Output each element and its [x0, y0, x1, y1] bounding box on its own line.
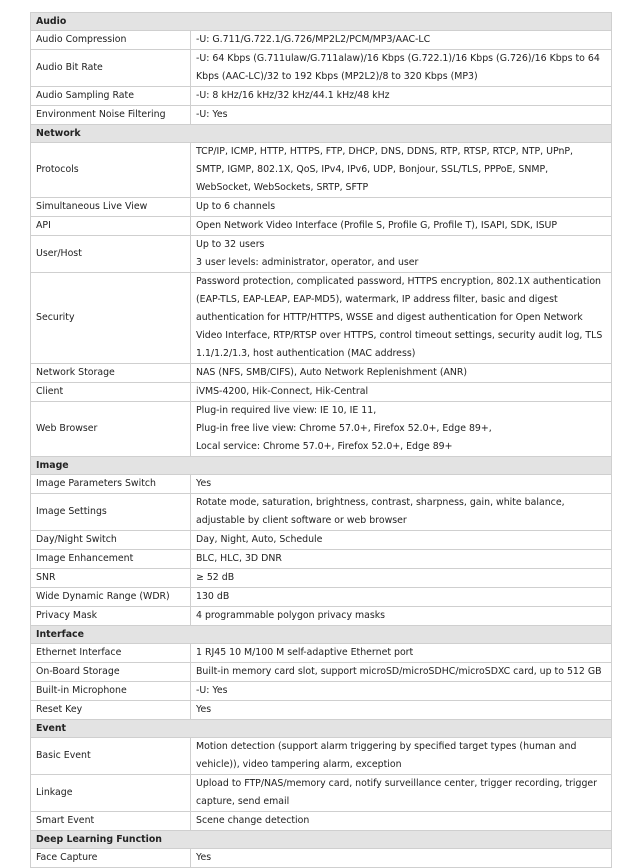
spec-row-image-settings — [31, 494, 612, 531]
spec-value-line: ≥ 52 dB — [196, 572, 235, 583]
spec-row-user-host — [31, 236, 612, 273]
spec-label: Security — [31, 273, 191, 364]
spec-value — [191, 701, 612, 720]
spec-row-protocols — [31, 143, 612, 198]
spec-value — [191, 402, 612, 457]
spec-table — [30, 12, 612, 868]
spec-row-web-browser — [31, 402, 612, 457]
spec-label: Image Enhancement — [31, 550, 191, 569]
spec-label: Client — [31, 383, 191, 402]
spec-row-audio-sampling-rate — [31, 87, 612, 106]
spec-value — [191, 644, 612, 663]
spec-value — [191, 849, 612, 868]
spec-row-security — [31, 273, 612, 364]
spec-value — [191, 475, 612, 494]
spec-value-line: Password protection, complicated password, HTTPS encryption, 802.1X authentication — [196, 276, 601, 287]
spec-value-line: 1 RJ45 10 M/100 M self-adaptive Ethernet port — [196, 647, 414, 658]
spec-value — [191, 682, 612, 701]
section-title: Event — [31, 720, 612, 738]
spec-row-built-in-microphone — [31, 682, 612, 701]
spec-row-face-capture — [31, 849, 612, 868]
spec-value-line: Up to 6 channels — [196, 201, 276, 212]
spec-row-ethernet-interface — [31, 644, 612, 663]
spec-row-reset-key — [31, 701, 612, 720]
spec-value — [191, 550, 612, 569]
spec-value-line: -U: 8 kHz/16 kHz/32 kHz/44.1 kHz/48 kHz — [196, 90, 390, 101]
spec-value — [191, 50, 612, 87]
spec-value — [191, 812, 612, 831]
section-title: Image — [31, 457, 612, 475]
spec-value-line: 4 programmable polygon privacy masks — [196, 610, 386, 621]
spec-row-privacy-mask — [31, 607, 612, 626]
spec-value-line: NAS (NFS, SMB/CIFS), Auto Network Replenishment (ANR) — [196, 367, 468, 378]
spec-value-line: (EAP-TLS, EAP-LEAP, EAP-MD5), watermark, IP address filter, basic and digest — [196, 294, 558, 305]
spec-value-line: Day, Night, Auto, Schedule — [196, 534, 323, 545]
spec-value-line: 130 dB — [196, 591, 230, 602]
spec-value-line: Motion detection (support alarm triggering by specified target types (human and — [196, 741, 577, 752]
spec-value-line: 1.1/1.2/1.3, host authentication (MAC address) — [196, 348, 416, 359]
spec-value-line: Open Network Video Interface (Profile S, Profile G, Profile T), ISAPI, SDK, ISUP — [196, 220, 558, 231]
spec-row-network-storage — [31, 364, 612, 383]
spec-label: Reset Key — [31, 701, 191, 720]
section-title: Deep Learning Function — [31, 831, 612, 849]
spec-value-line: Scene change detection — [196, 815, 310, 826]
spec-row-client — [31, 383, 612, 402]
spec-label: On-Board Storage — [31, 663, 191, 682]
spec-value-line: Plug-in free live view: Chrome 57.0+, Firefox 52.0+, Edge 89+, — [196, 423, 492, 434]
spec-label: User/Host — [31, 236, 191, 273]
spec-row-audio-compression — [31, 31, 612, 50]
spec-label: SNR — [31, 569, 191, 588]
spec-value — [191, 143, 612, 198]
spec-row-on-board-storage — [31, 663, 612, 682]
spec-value-line: Yes — [196, 478, 212, 489]
spec-value — [191, 273, 612, 364]
spec-label: Smart Event — [31, 812, 191, 831]
spec-value-line: -U: 64 Kbps (G.711ulaw/G.711alaw)/16 Kbps (G.722.1)/16 Kbps (G.726)/16 Kbps to 64 — [196, 53, 600, 64]
spec-label: Audio Bit Rate — [31, 50, 191, 87]
spec-value-line: Yes — [196, 704, 212, 715]
spec-value — [191, 494, 612, 531]
spec-value-line: Video Interface, RTP/RTSP over HTTPS, control timeout settings, security audit log, TLS — [196, 330, 603, 341]
spec-label: Protocols — [31, 143, 191, 198]
spec-label: API — [31, 217, 191, 236]
spec-row-snr — [31, 569, 612, 588]
section-title: Interface — [31, 626, 612, 644]
spec-value-line: TCP/IP, ICMP, HTTP, HTTPS, FTP, DHCP, DNS, DDNS, RTP, RTSP, RTCP, NTP, UPnP, — [196, 146, 574, 157]
section-header-network — [31, 125, 612, 143]
spec-value — [191, 87, 612, 106]
spec-value — [191, 607, 612, 626]
spec-value-line: SMTP, IGMP, 802.1X, QoS, IPv4, IPv6, UDP, Bonjour, SSL/TLS, PPPoE, SNMP, — [196, 164, 549, 175]
spec-value — [191, 775, 612, 812]
section-header-event — [31, 720, 612, 738]
spec-row-wide-dynamic-range-wdr — [31, 588, 612, 607]
spec-row-api — [31, 217, 612, 236]
spec-label: Wide Dynamic Range (WDR) — [31, 588, 191, 607]
spec-value — [191, 198, 612, 217]
spec-value-line: adjustable by client software or web browser — [196, 515, 407, 526]
section-header-interface — [31, 626, 612, 644]
section-header-image — [31, 457, 612, 475]
spec-value-line: Yes — [196, 852, 212, 863]
spec-label: Ethernet Interface — [31, 644, 191, 663]
spec-value — [191, 236, 612, 273]
spec-value — [191, 569, 612, 588]
spec-row-image-enhancement — [31, 550, 612, 569]
spec-label: Day/Night Switch — [31, 531, 191, 550]
spec-row-smart-event — [31, 812, 612, 831]
spec-value-line: -U: Yes — [196, 109, 228, 120]
spec-label: Privacy Mask — [31, 607, 191, 626]
section-header-deep-learning-function — [31, 831, 612, 849]
spec-label: Linkage — [31, 775, 191, 812]
spec-label: Face Capture — [31, 849, 191, 868]
spec-value — [191, 106, 612, 125]
section-title: Audio — [31, 13, 612, 31]
spec-label: Image Parameters Switch — [31, 475, 191, 494]
spec-row-environment-noise-filtering — [31, 106, 612, 125]
spec-value — [191, 31, 612, 50]
spec-value-line: Up to 32 users — [196, 239, 265, 250]
spec-value-line: -U: Yes — [196, 685, 228, 696]
spec-label: Network Storage — [31, 364, 191, 383]
spec-label: Image Settings — [31, 494, 191, 531]
spec-value-line: -U: G.711/G.722.1/G.726/MP2L2/PCM/MP3/AAC-LC — [196, 34, 431, 45]
spec-value-line: vehicle)), video tampering alarm, exception — [196, 759, 402, 770]
spec-value-line: capture, send email — [196, 796, 290, 807]
spec-label: Web Browser — [31, 402, 191, 457]
spec-label: Simultaneous Live View — [31, 198, 191, 217]
spec-value — [191, 383, 612, 402]
spec-value-line: WebSocket, WebSockets, SRTP, SFTP — [196, 182, 369, 193]
spec-value-line: Built-in memory card slot, support microSD/microSDHC/microSDXC card, up to 512 GB — [196, 666, 602, 677]
spec-value-line: Local service: Chrome 57.0+, Firefox 52.0+, Edge 89+ — [196, 441, 453, 452]
spec-label: Basic Event — [31, 738, 191, 775]
spec-row-basic-event — [31, 738, 612, 775]
spec-label: Environment Noise Filtering — [31, 106, 191, 125]
spec-row-linkage — [31, 775, 612, 812]
spec-value-line: 3 user levels: administrator, operator, and user — [196, 257, 419, 268]
spec-value — [191, 738, 612, 775]
spec-label: Audio Compression — [31, 31, 191, 50]
spec-value-line: authentication for HTTP/HTTPS, WSSE and digest authentication for Open Network — [196, 312, 583, 323]
spec-row-image-parameters-switch — [31, 475, 612, 494]
spec-value-line: Kbps (AAC-LC)/32 to 192 Kbps (MP2L2)/8 to 320 Kbps (MP3) — [196, 71, 478, 82]
spec-label: Built-in Microphone — [31, 682, 191, 701]
spec-value-line: BLC, HLC, 3D DNR — [196, 553, 282, 564]
spec-value-line: Plug-in required live view: IE 10, IE 11, — [196, 405, 377, 416]
spec-value-line: iVMS-4200, Hik-Connect, Hik-Central — [196, 386, 369, 397]
spec-value — [191, 217, 612, 236]
section-header-audio — [31, 13, 612, 31]
spec-row-simultaneous-live-view — [31, 198, 612, 217]
spec-value-line: Rotate mode, saturation, brightness, contrast, sharpness, gain, white balance, — [196, 497, 565, 508]
spec-value — [191, 531, 612, 550]
spec-row-day-night-switch — [31, 531, 612, 550]
spec-value — [191, 588, 612, 607]
spec-value — [191, 663, 612, 682]
spec-value — [191, 364, 612, 383]
section-title: Network — [31, 125, 612, 143]
spec-value-line: Upload to FTP/NAS/memory card, notify surveillance center, trigger recording, trigger — [196, 778, 598, 789]
spec-row-audio-bit-rate — [31, 50, 612, 87]
spec-label: Audio Sampling Rate — [31, 87, 191, 106]
